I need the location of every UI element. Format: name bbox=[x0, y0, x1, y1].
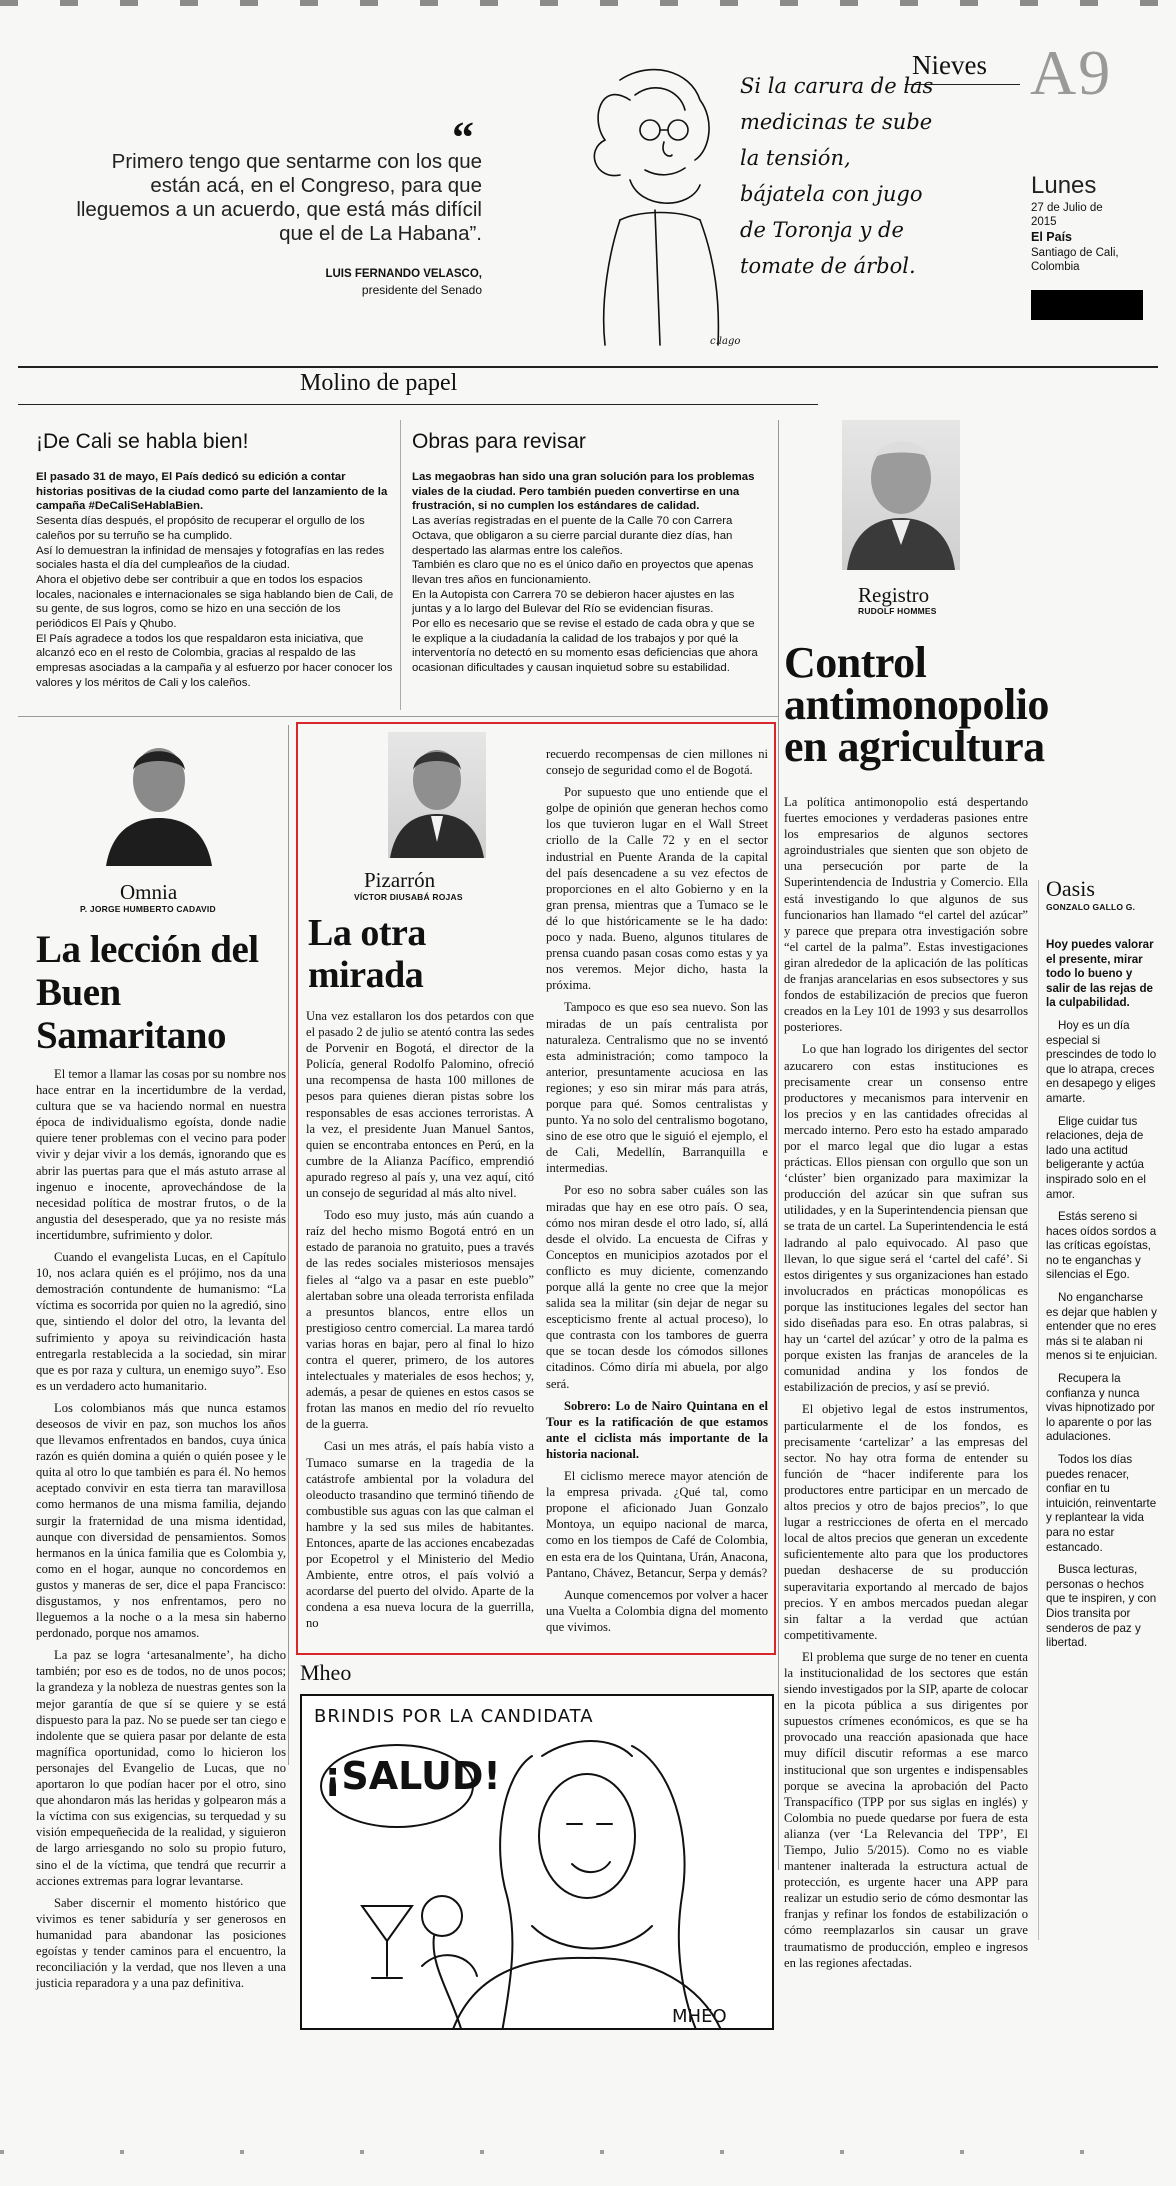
header-black-box bbox=[1031, 290, 1143, 320]
omnia-title: La lección del Buen Samaritano bbox=[36, 928, 259, 1057]
omnia-label: Omnia bbox=[120, 880, 178, 904]
registro-body bbox=[784, 794, 1028, 1977]
quote-text: Primero tengo que sentarme con los que están acá, en el Congreso, para que lleguemos a un acuerdo, que está más difícil que el de La Habana”. bbox=[76, 150, 482, 245]
registro-para: El problema que surge de no tener en cuenta la institucionalidad de los sectores que están siendo investigados por la SIP, aparte de colocar en la picota pública a sus dirigentes por supuestos crímenes económicos, es que se ha provocado una reacción apasionada que hace muy difícil discutir reformas a ese marco institucional que son urgentes e indispensables porque se avecina la aprobación del Pacto Transpacífico (TPP por sus siglas en inglés) y Colombia no puede quedarse por fuera de esta alianza (ver ‘La Relevancia del TPP’, El Tiempo, Julio 5/2015). Como no es viable mantener inalterada la estructura actual de protección, es urgente hacer una APP para realizar un estudio serio de cómo desmontar las franjas y refinar los fondos de estabilización o cómo reemplazarlos sin causar un grave traumatismo de producción, empleo e ingresos en las regiones afectadas. bbox=[784, 1649, 1028, 1970]
cartoon-line: tomate de árbol. bbox=[740, 254, 916, 278]
pizarron-label: Pizarrón bbox=[364, 868, 436, 892]
pizarron-title: La otra mirada bbox=[308, 912, 426, 996]
pizarron-headshot bbox=[388, 732, 486, 858]
registro-para: Lo que han logrado los dirigentes del sector azucarero con estas instituciones es precisamente crear un consenso entre productores y mecanismos para intervenir en los precios y en las cantidades ofrecidas al mercado interno. Pero esto ha estado amparado por el marco legal que dio lugar a estas prácticas. Ellos piensan con orgullo que son un ‘clúster’ bien organizado para maximizar la producción del azúcar sin que sufran sus utilidades, y en la Superintendencia piensan que se trata de un cartel. La Superintendencia le está ladrando al palo equivocado. Al paso que llevan, lo que sigue será el ‘cartel del café’. Si estos dirigentes y sus organizaciones han estado involucrados en prácticas monopólicas es porque las instituciones legales del sector han sido diseñadas para eso. En otras palabras, si hay un ‘cartel del azúcar’ y otro de la palma es porque existen las franjas de aranceles de la comunidad andina y los fondos de estabilización de precios, y así se previó. bbox=[784, 1042, 1028, 1395]
header-day: Lunes bbox=[1031, 172, 1097, 199]
oasis-para: No engancharse es dejar que hablen y entender que no eres más si te alaban ni menos si te enjuician. bbox=[1046, 1291, 1158, 1363]
pizarron-para: Por supuesto que uno entiende que el golpe de opinión que generan hechos como los que tuvieron lugar en el Wall Street criollo de la Calle 72 y en el sector industrial en Puente Aranda de la capital del país desencadene a su vez efectos de proporciones en el alto Gobierno y en la gran prensa, mientras que a Tumaco se le dé lo que históricamente se le ha dado: poco y nada. Bueno, algunos titulares de prensa cuando pasan cosas como estas y ya nos veremos. Mejor dicho, hasta la próxima. bbox=[546, 785, 768, 993]
cartoon-line: Si la carura de las bbox=[740, 74, 934, 98]
divider-horizontal-main bbox=[18, 716, 778, 717]
pizarron-para: Todo eso muy justo, más aún cuando a raíz del hecho mismo Bogotá entró en un estado de paranoia no gratuito, pues a través de las redes sociales misteriosos mensajes fieles al “algo va a pasar en este pueblo” alertaban sobre una oleada terrorista enfilada a presuntos blancos, entre ellos un prestigioso centro comercial. La marea tardó varias horas en bajar, pero al final lo hizo contra el querer, primero, de los autores intelectuales y materiales de esos hechos; y, además, a pesar de quienes en estos casos se frotan las manos en medio del río revuelto de la guerra. bbox=[306, 1208, 534, 1432]
cartoon-drawing bbox=[560, 60, 770, 350]
molino-left-text bbox=[36, 470, 394, 691]
mheo-drawing bbox=[302, 1696, 774, 2030]
cartoon-line: bájatela con jugo bbox=[740, 182, 923, 206]
registro-para: El objetivo legal de estos instrumentos, particularmente el de los fondos, es precisamente ‘cartelizar’ a las empresas del sector. No hay otra forma de entender su función de “hacer indiferente para los productores entre participar en un mercado de altos precios y otro de bajos precios”, lo que lugar a restricciones de oferta en el mercado local de altos precios que generan un excedente suficientemente alto para que los productores puedan deshacerse de su producción superavitaria exportando al mercado de bajos precios. Y en ambos mercados puedan alegar sin faltar a la verdad que actúan competitivamente. bbox=[784, 1402, 1028, 1642]
oasis-para: Estás sereno si haces oídos sordos a las críticas egoístas, no te enganchas y silencias el Ego. bbox=[1046, 1210, 1157, 1282]
portrait-icon bbox=[842, 420, 960, 570]
registro-para: La política antimonopolio está despertando fuertes emociones y verdaderas pasiones entre los empresarios de algunos sectores agroindustriales que sienten que son objeto de una persecución por parte de la Superintendencia de Industria y Comercio. Ella está investigando lo que algunos de sus funcionarios han llamado “el cartel del azúcar” y parece que prepara otra investigación sobre “el cartel de la palma”. Estas investigaciones giran alrededor de la aplicación de las políticas de franjas arancelarias en esos subsectores y sus fondos de estabilización de precios que fueron creados en la Ley 101 de 1993 y sus desarrollos posteriores. bbox=[784, 795, 1028, 1035]
molino-right-text bbox=[412, 470, 764, 676]
oasis-para: Hoy es un día especial si prescindes de todo lo que lo atrapa, creces en desapego y eliges amarte. bbox=[1046, 1018, 1157, 1105]
quote-mark: “ bbox=[452, 113, 474, 162]
pizarron-col2 bbox=[546, 746, 768, 1641]
pizarron-para-sobrero: Sobrero: Lo de Nairo Quintana en el Tour es la ratificación de que estamos ante el ciclista más importante de la historia nacional. bbox=[546, 1398, 768, 1461]
omnia-para: Cuando el evangelista Lucas, en el Capítulo 10, nos aclara quién es el prójimo, nos da una demostración contundente de humanismo: “La víctima es socorrida por quien no la agredió, sino que, sintiendo el dolor del otro, la levanta del sufrimiento y apoya su reivindicación hasta entregarla restablecida a la sociedad, sin mirar que es por raza y cultura, un enemigo suyo”. Eso es un verdadero acto humanitario. bbox=[36, 1250, 286, 1393]
omnia-para: Saber discernir el momento histórico que vivimos es tener sabiduría y ser generosos en humanidad para abandonar las posiciones egoístas y tender caminos para el encuentro, la reconciliación y la verdad, que nos lleven a una justicia reparadora y a una paz definitiva. bbox=[36, 1895, 286, 1991]
omnia-para: Los colombianos más que nunca estamos deseosos de vivir en paz, son muchos los años que llevamos enfrentados en bandos, cuya única razón es quién domina a quién o quién posee y le quita al otro lo que también es para él. No hemos aceptado convivir en esta tierra tan maravillosa como hermanos de una misma familia, dejando surgir la fraternidad de una misma identidad, aunque con diversidad de pensamientos. Somos hermanos en la única familia que es Colombia y, como en el hogar, aunque no concordemos en gustos y maneras de ser, dice el papa Francisco: disgustamos, y nos enfrentamos, pero no lleguemos a la noche o a la mesa sin haberno perdonado, porque nos amamos. bbox=[36, 1400, 286, 1641]
molino-left-lead: El pasado 31 de mayo, El País dedicó su edición a contar historias positivas de la ciudad como parte del lanzamiento de la campaña #DeCaliSeHablaBien. bbox=[36, 471, 388, 513]
mheo-signature: MHEO bbox=[672, 2006, 727, 2027]
portrait-icon bbox=[104, 730, 214, 866]
molino-right-heading: Obras para revisar bbox=[412, 430, 586, 453]
mheo-cartoon-frame bbox=[300, 1694, 774, 2030]
omnia-body bbox=[36, 1066, 286, 1997]
registro-headshot bbox=[842, 420, 960, 570]
quote-author: LUIS FERNANDO VELASCO, bbox=[325, 268, 482, 280]
pizarron-para: Aunque comencemos por volver a hacer una Vuelta a Colombia digna del momento que vivimos. bbox=[546, 1587, 768, 1634]
oasis-body bbox=[1046, 938, 1158, 1659]
pizarron-para: recuerdo recompensas de cien millones ni consejo de seguridad como el de Bogotá. bbox=[546, 747, 768, 778]
mheo-caption: BRINDIS POR LA CANDIDATA bbox=[314, 1706, 594, 1727]
section-name: Nieves bbox=[912, 50, 987, 80]
registro-label: Registro bbox=[858, 583, 930, 607]
portrait-icon bbox=[388, 732, 486, 858]
pizarron-col1 bbox=[306, 1008, 534, 1638]
cartoon-signature: c.lago bbox=[710, 336, 741, 347]
oasis-para: Recupera la confianza y nunca vivas hipnotizado por lo aparente o por las adulaciones. bbox=[1046, 1372, 1155, 1444]
molino-top-rule bbox=[18, 366, 1158, 368]
quote-role: presidente del Senado bbox=[361, 283, 482, 297]
oasis-label: Oasis bbox=[1046, 876, 1095, 901]
registro-author: RUDOLF HOMMES bbox=[858, 606, 937, 616]
pizarron-para: El ciclismo merece mayor atención de la empresa privada. ¿Qué tal, como propone el aficionado Juan Gonzalo Montoya, un equipo nacional de marca, como en los tiempos de Café de Colombia, en esta era de los Quintana, Urán, Anacona, Pantano, Chávez, Betancur, Serpa y demás? bbox=[546, 1469, 768, 1580]
mheo-bubble-text: ¡SALUD! bbox=[324, 1754, 501, 1798]
cartoon-handwriting bbox=[740, 68, 970, 284]
omnia-headshot bbox=[104, 730, 214, 866]
cartoon-line: de Toronja y de bbox=[740, 218, 904, 242]
top-cartoon bbox=[560, 60, 970, 350]
molino-right-lead: Las megaobras han sido una gran solución para los problemas viales de la ciudad. Pero también pueden convertirse en una frustración, si no cumplen los estándares de calidad. bbox=[412, 471, 755, 513]
divider-molino bbox=[400, 420, 401, 710]
divider-right-main bbox=[778, 420, 779, 1870]
omnia-para: El temor a llamar las cosas por su nombre nos hace entrar en la incertidumbre de la verdad, cultura que se va haciendo normal en nuestra época de individualismo egoísta, donde nadie quiere tener problemas con el vecino para poder vivir y dejar vivir a los demás, ignorando que es abrir las puertas para que el más astuto arrase al ingenuo e inocente, aprovechándose de la necesidad política de mostrar frutos, o de la angustia del desesperado, que ya no resiste más incertidumbre, sufrimiento y dolor. bbox=[36, 1067, 286, 1242]
scan-bottom-edge bbox=[0, 2150, 1176, 2154]
header-city: Santiago de Cali, Colombia bbox=[1031, 247, 1119, 273]
pizarron-para: Por eso no sobra saber cuáles son las miradas que hay en ese otro país. O sea, cómo nos miran desde el otro lado, sí, allá desde el olvido. La encuesta de Cifras y Conceptos en municipios azotados por el conflicto es muy diciente, comenzando porque allá la gente no cree que la mejor salida sea la militar (sin dejar de negar su escepticismo frente al actual proceso), lo que contrasta con los tambores de guerra que se tocan desde los cómodos sillones citadinos. Cómo diría mi abuela, por algo será. bbox=[546, 1183, 768, 1391]
molino-left-heading: ¡De Cali se habla bien! bbox=[36, 430, 249, 453]
molino-under-rule bbox=[18, 404, 818, 405]
molino-left-body: Sesenta días después, el propósito de recuperar el orgullo de los caleños por su terruño se ha cumplido. Así lo demuestran la infinidad de mensajes y fotografías en las redes sociales hasta el día del cumpleaños de la ciudad. Ahora el objetivo debe ser contribuir a que en todos los espacios locales, nacionales e internacionales se siga hablando bien de Cali, de su gente, de sus logros, como se hizo en una sección de los periódicos El País y Qhubo. El País agradece a todos los que respaldaron esta iniciativa, que alcanzó eco en el resto de Colombia, gracias al respaldo de las empresas asociadas a la campaña y al esfuerzo por hacer conocer los valores y los méritos de Cali y los caleños. bbox=[36, 515, 394, 689]
molino-right-body: Las averías registradas en el puente de la Calle 70 con Carrera Octava, que obligaron a su cierre parcial durante diez días, han despertado las alarmas entre los caleños. También es claro que no es el único daño en proyectos que apenas llevan tres años en funcionamiento. En la Autopista con Carrera 70 se debieron hacer ajustes en las juntas y a lo largo del Bulevar del Río se evidencian fisuras. Por ello es necesario que se revise el estado de cada obra y que se le explique a la ciudadanía la calidad de los trabajos y por qué la interventoría no detectó en su momento esas deficiencias que ahora ocasionan dificultades y causan inquietud sobre su estabilidad. bbox=[412, 515, 758, 675]
header-paper: El País bbox=[1031, 230, 1072, 244]
pizarron-para: Casi un mes atrás, el país había visto a Tumaco sumarse en la tragedia de la catástrofe ambiental por la voladura del oleoducto trasandino que terminó tiñendo de combustible sus aguas con las que calman el hambre y la sed sus miles de habitantes. Entonces, aparte de las acciones encabezadas por Ecopetrol y el Ministerio del Medio Ambiente, entre otros, el país volvió a acordarse del puerto del olvido. Aparte de la condena a esa nueva locura de la guerrilla, no bbox=[306, 1439, 534, 1631]
divider-left-main bbox=[288, 725, 289, 1765]
mheo-label: Mheo bbox=[300, 1660, 352, 1685]
cartoon-line: la tensión, bbox=[740, 146, 851, 170]
scan-top-edge bbox=[0, 0, 1176, 6]
registro-title: Control antimonopolio en agricultura bbox=[784, 638, 1049, 771]
pizarron-para: Tampoco es que eso sea nuevo. Son las miradas de un país centralista por naturaleza. Centralismo que no se inventó esta administración; como tampoco la anterior, presuntamente acuciosa en las regiones; y eso sin mirar más para atrás, porque para qué. Somos centralistas y punto. Ya no solo del centralismo bogotano, sino de ese otro que le siguió el ejemplo, el de Cali, Medellín, Barranquilla e intermedias. bbox=[546, 1000, 768, 1176]
oasis-para: Todos los días puedes renacer, confiar en tu intuición, reinventarte y replantear la vida para no estar estancado. bbox=[1046, 1453, 1157, 1554]
molino-title: Molino de papel bbox=[300, 370, 458, 396]
cartoon-line: medicinas te sube bbox=[740, 110, 933, 134]
page-number: A9 bbox=[1030, 37, 1113, 108]
pizarron-para: Una vez estallaron los dos petardos con que el pasado 2 de julio se atentó contra las sedes de Porvenir en Bogotá, el director de la Policía, general Rodolfo Palomino, ofreció una recompensa de hasta 100 millones de pesos para quienes dieran pistas sobre los responsables de esas acciones terroristas. A la vez, el presidente Juan Manuel Santos, quien se encontraba entonces en Perú, en la cumbre de la Alianza Pacífico, emprendió apurado regreso al país y, una vez aquí, citó un consejo de seguridad al más alto nivel. bbox=[306, 1009, 534, 1201]
pizarron-author: VÍCTOR DIUSABÁ ROJAS bbox=[354, 892, 463, 902]
omnia-para: La paz se logra ‘artesanalmente’, ha dicho también; por eso es de todos, no de unos pocos; la grandeza y la nobleza de nuestras gentes son la mejor garantía de que sí se quiere y se está dispuesto para la paz. No se puede ser tan ciego e indolente que se quiera pasar por delante de esta magnífica oportunidad, como lo hicieron los personajes del Evangelio de Lucas, que no aportaron lo que podían hacer por el otro, sino que ahondaron más las heridas y golpearon más a la víctima con sus exigencias, su terquedad y su visión empequeñecida de la realidad, y siguieron de largo arriesgando no solo su propio futuro, sino el de la víctima, que tendrá que recurrir a acciones extremas para lograr levantarse. bbox=[36, 1648, 286, 1888]
header-date: 27 de Julio de 2015 bbox=[1031, 202, 1103, 228]
oasis-para: Busca lecturas, personas o hechos que te inspiren, y con Dios transita por senderos de paz y libertad. bbox=[1046, 1563, 1157, 1650]
oasis-para: Elige cuidar tus relaciones, deja de lado una actitud beligerante y actúa inspirado solo en el amor. bbox=[1046, 1114, 1146, 1201]
oasis-author: GONZALO GALLO G. bbox=[1046, 902, 1136, 912]
omnia-author: P. JORGE HUMBERTO CADAVID bbox=[80, 904, 216, 914]
oasis-lead: Hoy puedes valorar el presente, mirar todo lo bueno y salir de las rejas de la culpabilidad. bbox=[1046, 938, 1154, 1010]
divider-oasis bbox=[1038, 880, 1039, 1940]
